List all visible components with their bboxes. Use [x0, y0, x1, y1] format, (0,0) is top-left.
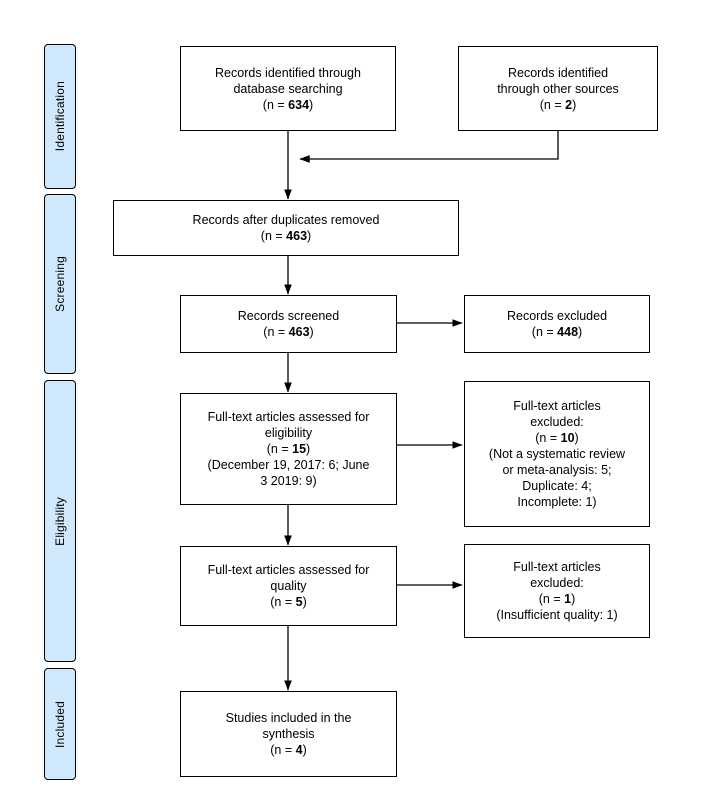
after-duplicates-count-prefix: (n = [260, 229, 287, 243]
fulltext-excluded1-count [471, 430, 643, 446]
fulltext-excluded2-line3: (Insufficient quality: 1) [496, 608, 618, 622]
fulltext-quality-count-prefix: (n = [270, 595, 296, 609]
records-screened-count-prefix: (n = [263, 325, 289, 339]
fulltext-excluded2-count [471, 591, 643, 607]
records-db-count [187, 97, 389, 113]
fulltext-eligibility-line1: Full-text articles assessed for [207, 410, 370, 424]
fulltext-eligibility-count [187, 441, 390, 457]
records-other-count-prefix: (n = [539, 97, 566, 112]
stage-screening-label: Screening [53, 256, 67, 312]
fulltext-excluded1-count-prefix: (n = [535, 431, 561, 445]
box-fulltext-assessed-quality [180, 546, 397, 626]
studies-included-count [187, 742, 390, 758]
records-db-line2: database searching [233, 81, 343, 96]
stage-eligibility-label: Eligibility [53, 496, 67, 546]
records-screened-count-value: 463 [288, 325, 310, 339]
records-db-count-prefix: (n = [262, 97, 289, 112]
fulltext-excluded2-count-prefix: (n = [538, 592, 565, 606]
box-records-after-duplicates [113, 200, 459, 256]
fulltext-excluded1-line1: Full-text articles [513, 399, 601, 413]
stage-identification [44, 44, 76, 189]
after-duplicates-count [120, 228, 452, 244]
after-duplicates-line1: Records after duplicates removed [192, 213, 380, 227]
studies-included-line2: synthesis [262, 727, 315, 741]
fulltext-excluded1-count-value: 10 [560, 431, 575, 445]
records-db-line1: Records identified through [215, 65, 361, 80]
stage-included [44, 668, 76, 780]
fulltext-quality-count-value: 5 [295, 595, 303, 609]
fulltext-eligibility-count-suffix: ) [306, 442, 311, 456]
fulltext-excluded2-count-suffix: ) [571, 592, 576, 606]
records-db-count-value: 634 [288, 97, 310, 112]
fulltext-excluded1-count-suffix: ) [574, 431, 579, 445]
fulltext-quality-count [187, 594, 390, 610]
fulltext-excluded1-line2: excluded: [530, 415, 584, 429]
stage-screening [44, 194, 76, 374]
box-records-screened [180, 295, 397, 353]
studies-included-line1: Studies included in the [225, 711, 352, 725]
records-excluded-count-suffix: ) [578, 325, 583, 339]
records-excluded-line1: Records excluded [506, 309, 608, 323]
fulltext-excluded1-line6: Incomplete: 1) [517, 495, 597, 509]
fulltext-quality-count-suffix: ) [302, 595, 307, 609]
box-records-excluded [464, 295, 650, 353]
fulltext-eligibility-line3: (December 19, 2017: 6; June [207, 458, 370, 472]
records-screened-line1: Records screened [237, 309, 340, 323]
studies-included-count-prefix: (n = [270, 743, 296, 757]
records-screened-count-suffix: ) [309, 325, 314, 339]
fulltext-excluded2-line1: Full-text articles [513, 560, 601, 574]
stage-included-label: Included [53, 700, 67, 748]
stage-identification-label: Identification [53, 81, 67, 152]
fulltext-quality-line1: Full-text articles assessed for [207, 563, 370, 577]
fulltext-excluded1-line4: or meta-analysis: 5; [502, 463, 612, 477]
box-studies-included [180, 691, 397, 777]
records-other-count [465, 97, 651, 113]
after-duplicates-count-suffix: ) [307, 229, 312, 243]
records-screened-count [187, 324, 390, 340]
fulltext-excluded2-count-value: 1 [564, 592, 572, 606]
fulltext-excluded1-line5: Duplicate: 4; [522, 479, 592, 493]
records-other-line2: through other sources [497, 81, 619, 96]
box-fulltext-excluded-eligibility [464, 381, 650, 527]
fulltext-eligibility-count-value: 15 [292, 442, 307, 456]
fulltext-eligibility-line4: 3 2019: 9) [260, 474, 317, 488]
records-excluded-count-value: 448 [557, 325, 579, 339]
studies-included-count-suffix: ) [302, 743, 307, 757]
fulltext-excluded1-line3: (Not a systematic review [488, 447, 626, 461]
records-db-count-suffix: ) [309, 97, 314, 112]
records-other-count-suffix: ) [572, 97, 577, 112]
box-fulltext-excluded-quality [464, 544, 650, 638]
records-other-count-value: 2 [565, 97, 573, 112]
box-fulltext-assessed-eligibility [180, 393, 397, 505]
records-excluded-count [471, 324, 643, 340]
after-duplicates-count-value: 463 [286, 229, 308, 243]
records-excluded-count-prefix: (n = [531, 325, 558, 339]
records-other-line1: Records identified [507, 65, 609, 80]
box-records-identified-other [458, 46, 658, 131]
box-records-identified-database [180, 46, 396, 131]
stage-eligibility [44, 380, 76, 662]
fulltext-quality-line2: quality [270, 579, 307, 593]
fulltext-excluded2-line2: excluded: [530, 576, 584, 590]
fulltext-eligibility-count-prefix: (n = [266, 442, 293, 456]
fulltext-eligibility-line2: eligibility [264, 426, 313, 440]
studies-included-count-value: 4 [295, 743, 303, 757]
